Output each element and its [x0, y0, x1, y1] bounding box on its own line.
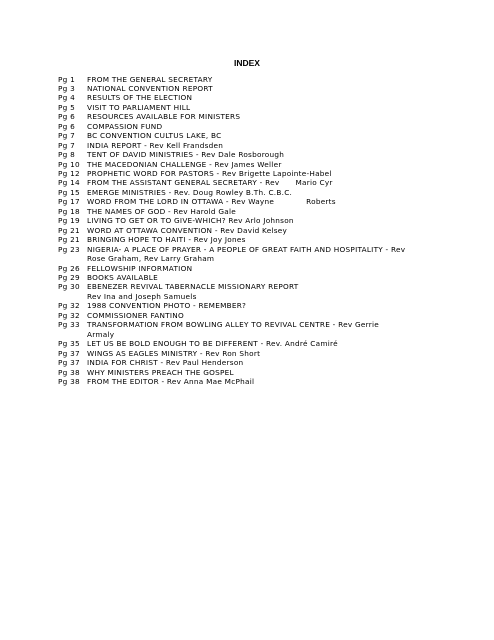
entry-title: FROM THE ASSISTANT GENERAL SECRETARY - Rev [87, 178, 280, 188]
page-number: Pg 30 [58, 282, 80, 292]
page-number: Pg 6 [58, 112, 75, 122]
page-number: Pg 1 [58, 74, 75, 84]
page-title: INDEX [234, 58, 260, 68]
entry-continuation: Armaly [87, 329, 115, 339]
entry-title-line [87, 349, 478, 358]
page-number: Pg 38 [58, 377, 80, 386]
page-number: Pg 15 [58, 187, 80, 197]
entry-title-line [87, 160, 478, 169]
entry-title-line [87, 112, 478, 121]
entry-title: TRANSFORMATION FROM BOWLING ALLEY TO REVIVAL CENTRE - Rev Gerrie [87, 320, 380, 330]
entry-title-line [87, 264, 478, 273]
entry-author-tail: Roberts [306, 197, 336, 207]
entry-title: BRINGING HOPE TO HAITI - Rev Joy Jones [87, 235, 246, 245]
entry-title-line [87, 216, 478, 225]
entry-title: BOOKS AVAILABLE [87, 273, 158, 283]
page-number: Pg 18 [58, 206, 80, 216]
index-entry [58, 264, 478, 273]
entry-title-line [87, 320, 478, 329]
entry-title-line [87, 301, 478, 310]
entry-author-tail: Mario Cyr [295, 178, 333, 188]
index-entry [58, 273, 478, 282]
entry-title-line [87, 131, 478, 140]
entry-title: RESOURCES AVAILABLE FOR MINISTERS [87, 112, 241, 122]
entry-title: WORD AT OTTAWA CONVENTION - Rev David Kelsey [87, 225, 288, 235]
entry-title: WORD FROM THE LORD IN OTTAWA - Rev Wayne [87, 197, 275, 207]
entry-title: FROM THE EDITOR - Rev Anna Mae McPhail [87, 377, 255, 386]
entry-title-line [87, 103, 478, 112]
entry-title-line [87, 235, 478, 244]
index-entry [58, 169, 478, 178]
page-number: Pg 3 [58, 83, 75, 93]
entry-title-line [87, 178, 478, 187]
index-entry [58, 216, 478, 225]
page-number: Pg 37 [58, 348, 80, 358]
entry-title-line [87, 245, 478, 254]
entry-title: NATIONAL CONVENTION REPORT [87, 83, 213, 93]
index-entry [58, 301, 478, 310]
index-entry [58, 311, 478, 320]
page-number: Pg 4 [58, 93, 75, 103]
index-entry [58, 103, 478, 112]
entry-title: WHY MINISTERS PREACH THE GOSPEL [87, 367, 234, 377]
entry-title-line [87, 282, 478, 291]
page-number: Pg 7 [58, 131, 75, 141]
entry-continuation: Rose Graham, Rev Larry Graham [87, 254, 215, 264]
entry-title: LET US BE BOLD ENOUGH TO BE DIFFERENT - Rev. André Camiré [87, 339, 338, 349]
index-entry [58, 178, 478, 187]
index-entry [58, 282, 478, 301]
entry-title: THE NAMES OF GOD - Rev Harold Gale [87, 206, 236, 216]
page-number: Pg 38 [58, 367, 80, 377]
entry-title-line [87, 358, 478, 367]
index-entry [58, 358, 478, 367]
page-number: Pg 37 [58, 358, 80, 368]
entry-title-line [87, 169, 478, 178]
entry-title-line [87, 84, 478, 93]
entry-title: EMERGE MINISTRIES - Rev. Doug Rowley B.Th. C.B.C. [87, 187, 293, 197]
entry-title-line [87, 207, 478, 216]
page-number: Pg 6 [58, 121, 75, 131]
entry-title: INDIA FOR CHRIST - Rev Paul Henderson [87, 358, 244, 368]
entry-title-line [87, 188, 478, 197]
index-entry [58, 207, 478, 216]
page-number: Pg 17 [58, 197, 80, 207]
index-entry [58, 377, 478, 386]
page-number: Pg 23 [58, 244, 80, 254]
index-entry [58, 235, 478, 244]
index-entry [58, 75, 478, 84]
entry-title: COMPASSION FUND [87, 121, 163, 131]
entry-title: THE MACEDONIAN CHALLENGE - Rev James Weller [87, 159, 282, 169]
page-number: Pg 12 [58, 169, 80, 179]
entry-title: NIGERIA- A PLACE OF PRAYER - A PEOPLE OF GREAT FAITH AND HOSPITALITY - Rev [87, 244, 406, 254]
index-entry [58, 93, 478, 102]
entry-title-line [87, 141, 478, 150]
entry-title: INDIA REPORT - Rev Kell Frandsden [87, 140, 224, 150]
entry-title-line [87, 197, 478, 206]
entry-title-line [87, 339, 478, 348]
entry-title-line [87, 150, 478, 159]
index-list [58, 75, 478, 387]
entry-title-line [87, 75, 478, 84]
index-entry [58, 160, 478, 169]
page-number: Pg 29 [58, 273, 80, 283]
entry-title: 1988 CONVENTION PHOTO - REMEMBER? [87, 301, 247, 311]
page-number: Pg 21 [58, 225, 80, 235]
entry-title: EBENEZER REVIVAL TABERNACLE MISSIONARY REPORT [87, 282, 299, 292]
page-number: Pg 21 [58, 235, 80, 245]
entry-title: FELLOWSHIP INFORMATION [87, 263, 193, 273]
entry-title-line [87, 311, 478, 320]
page-number: Pg 32 [58, 301, 80, 311]
index-entry [58, 112, 478, 121]
entry-title-line [87, 273, 478, 282]
index-entry [58, 188, 478, 197]
page-number: Pg 14 [58, 178, 80, 188]
page-number: Pg 32 [58, 310, 80, 320]
entry-title-line [87, 377, 478, 386]
index-entry [58, 141, 478, 150]
entry-title: PROPHETIC WORD FOR PASTORS - Rev Brigette Lapointe-Habel [87, 169, 332, 179]
index-entry [58, 226, 478, 235]
page-number: Pg 19 [58, 216, 80, 226]
entry-title: VISIT TO PARLIAMENT HILL [87, 102, 191, 112]
entry-continuation: Rev Ina and Joseph Samuels [87, 291, 197, 301]
index-entry [58, 368, 478, 377]
entry-title: COMMISSIONER FANTINO [87, 310, 184, 320]
index-entry [58, 245, 478, 264]
index-entry [58, 339, 478, 348]
entry-title: BC CONVENTION CULTUS LAKE, BC [87, 131, 222, 141]
entry-title: RESULTS OF THE ELECTION [87, 93, 193, 103]
index-entry [58, 150, 478, 159]
index-entry [58, 349, 478, 358]
entry-title: TENT OF DAVID MINISTRIES - Rev Dale Rosborough [87, 150, 285, 160]
entry-title: FROM THE GENERAL SECRETARY [87, 74, 213, 84]
index-entry [58, 197, 478, 206]
index-entry [58, 84, 478, 93]
page-number: Pg 10 [58, 159, 80, 169]
page-number: Pg 5 [58, 102, 75, 112]
entry-title-line [87, 226, 478, 235]
page-number: Pg 26 [58, 263, 80, 273]
entry-title-line [87, 368, 478, 377]
entry-title: WINGS AS EAGLES MINISTRY - Rev Ron Short [87, 348, 261, 358]
page-number: Pg 8 [58, 150, 75, 160]
index-entry [58, 122, 478, 131]
page-number: Pg 35 [58, 339, 80, 349]
page-number: Pg 33 [58, 320, 80, 330]
entry-title-line [87, 93, 478, 102]
entry-title: LIVING TO GET OR TO GIVE-WHICH? Rev Arlo Johnson [87, 216, 294, 226]
index-entry [58, 320, 478, 339]
entry-title-line [87, 122, 478, 131]
index-entry [58, 131, 478, 140]
page-number: Pg 7 [58, 140, 75, 150]
